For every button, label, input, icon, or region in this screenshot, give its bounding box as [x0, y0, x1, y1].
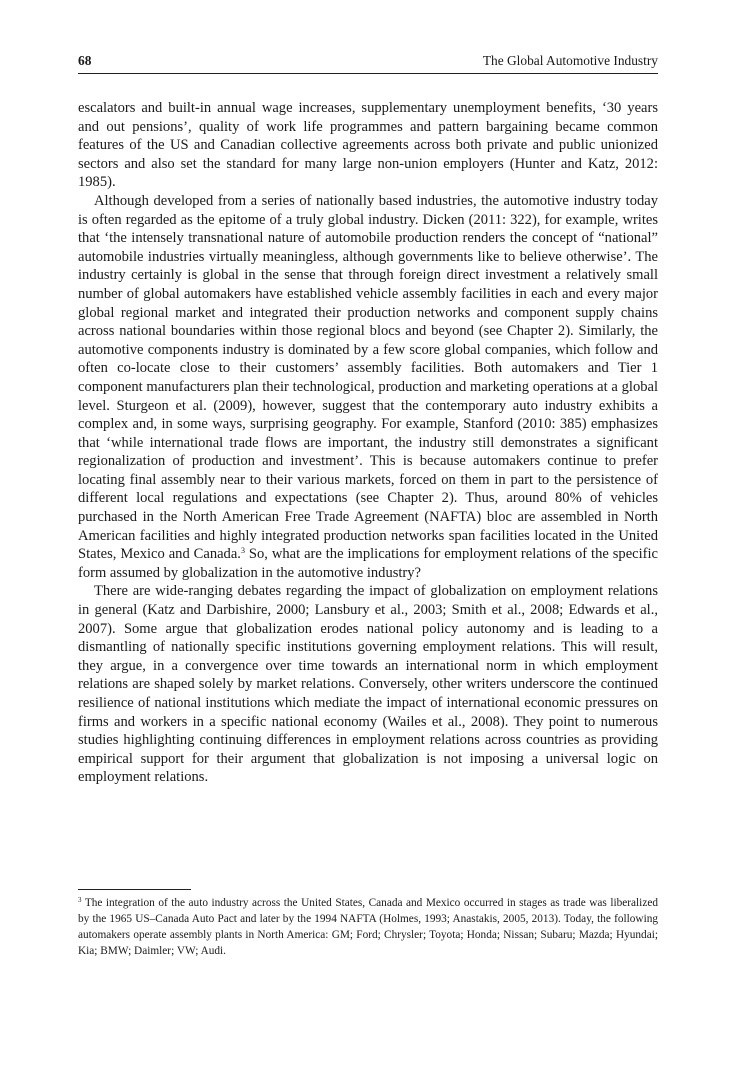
page [78, 52, 658, 787]
running-title: The Global Automotive Industry [482, 53, 658, 68]
paragraph-2 [78, 192, 658, 582]
paragraph-1: escalators and built-in annual wage increases, supplementary unemployment benefits, ‘30 years and out pensions’, quality of work life programmes and pattern bargaining became common features of the US and Canadian collective agreements across both private and public unionized sectors and also set the standard for many large non-union employers (Hunter and Katz, 2012: 1985). [78, 100, 658, 191]
footnote-marker: 3 [78, 896, 82, 904]
footnote-reference[interactable]: 3 [240, 546, 245, 556]
paragraph-2-text: Although developed from a series of nationally based industries, the automotive industry today is often regarded as the epitome of a truly global industry. Dicken (2011: 322), for example, writes that ‘the intensely transnational nature of automobile production renders the concept of “national” automobile industries virtually meaningless, although governments like to believe otherwise’. The industry certainly is global in the sense that through foreign direct investment a relatively small number of global automakers have established vehicle assembly facilities in each and every major global regional market and integrated their production networks and component supply chains across national boundaries within those regional blocs and beyond (see Chapter 2). Similarly, the automotive components industry is dominated by a few score global companies, which follow and often co-locate close to their customers’ assembly facilities. Both automakers and Tier 1 component manufacturers plan their technological, production and marketing operations at a global level. Sturgeon et al. (2009), however, suggest that the contemporary auto industry exhibits a complex and, in some ways, surprising geography. For example, Stanford (2010: 385) emphasizes that ‘while international trade flows are important, the industry still demonstrates a significant regionalization of production and investment’. This is because automakers continue to prefer locating final assembly near to their various markets, forced on them in part to the persistence of different local regulations and expectations (see Chapter 2). Thus, around 80% of vehicles purchased in the North American Free Trade Agreement (NAFTA) bloc are assembled in North American facilities and highly integrated production networks span facilities located in the United States, Mexico and Canada. [78, 192, 658, 563]
footnote-text: The integration of the auto industry across the United States, Canada and Mexico occurred in stages as trade was liberalized by the 1965 US–Canada Auto Pact and later by the 1994 NAFTA (Holmes, 1993; Anastakis, 2005, 2013). Today, the following automakers operate assembly plants in North America: GM; Ford; Chrysler; Toyota; Honda; Nissan; Subaru; Mazda; Hyundai; Kia; BMW; Daimler; VW; Audi. [78, 897, 658, 957]
page-number: 68 [78, 53, 92, 68]
paragraph-3: There are wide-ranging debates regarding the impact of globalization on employment relations in general (Katz and Darbishire, 2000; Lansbury et al., 2003; Smith et al., 2008; Edwards et al., 2007). Some argue that globalization erodes national policy autonomy and is leading to a dismantling of nationally specific institutions governing employment relations. This will result, they argue, in a convergence over time towards an international norm in which employment relations are shaped solely by market relations. Conversely, other writers underscore the continued resilience of national institutions which mediate the impact of international economic pressures on firms and workers in a specific national economy (Wailes et al., 2008). They point to numerous studies highlighting continuing differences in employment relations across countries as providing empirical support for their argument that globalization is not imposing a universal logic on employment relations. [78, 583, 658, 786]
paragraph-2-text-continued: So, what are the implications for employment relations of the specific form assumed by globalization in the automotive industry? [78, 546, 658, 581]
footnote [78, 895, 658, 959]
footnote-divider [78, 889, 191, 890]
body-text [78, 99, 658, 787]
running-header [78, 52, 658, 74]
